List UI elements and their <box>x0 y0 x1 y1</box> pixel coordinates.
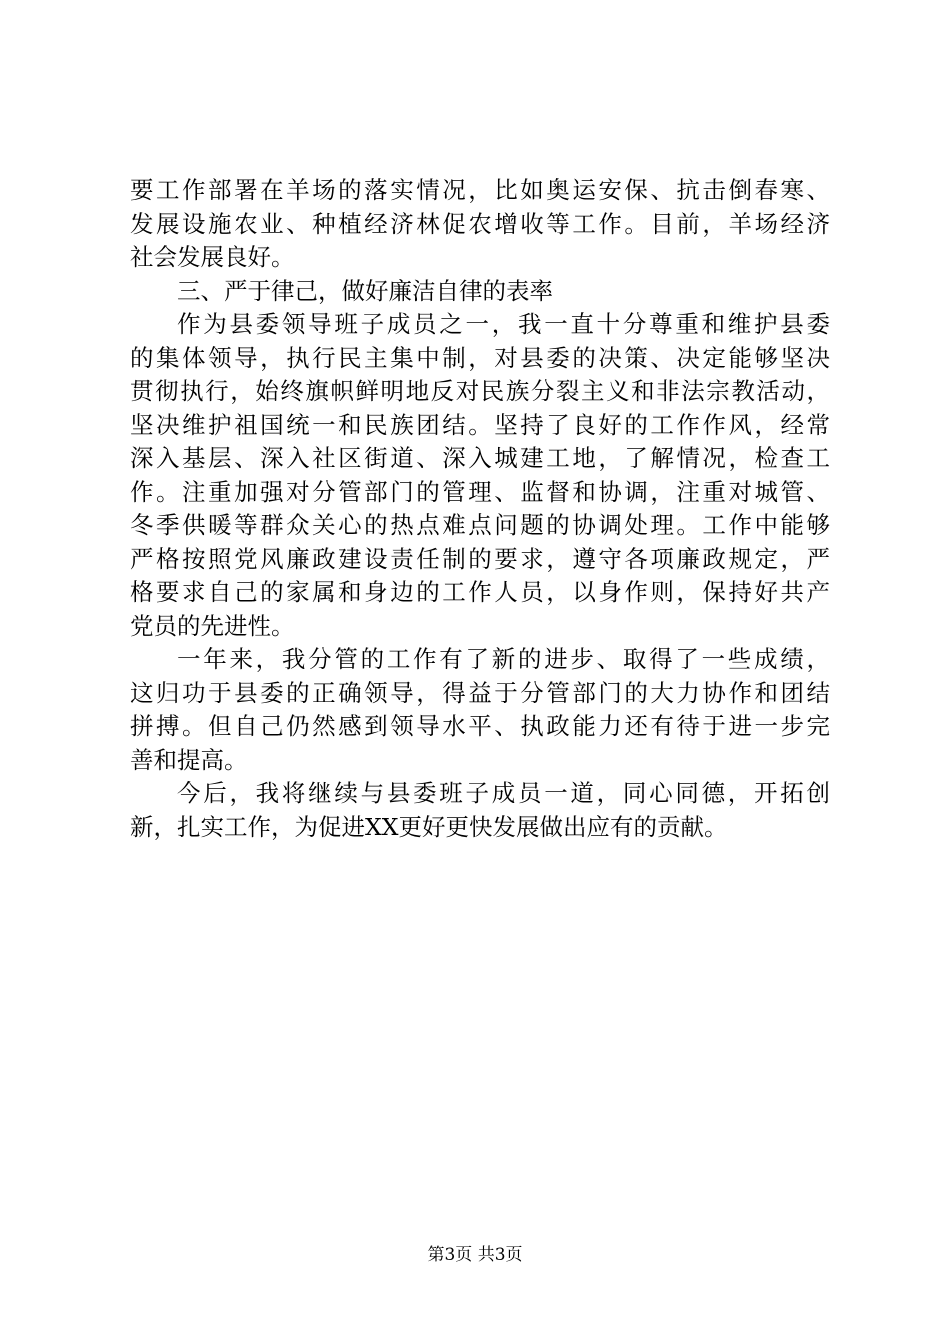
text-line: 格要求自己的家属和身边的工作人员，以身作则，保持好共产 <box>130 578 830 606</box>
text-line: 新，扎实工作，为促进XX更好更快发展做出应有的贡献。 <box>130 812 728 841</box>
page-number-footer: 第3页 共3页 <box>427 1245 523 1265</box>
text-line: 要工作部署在羊场的落实情况，比如奥运安保、抗击倒春寒、 <box>130 176 830 204</box>
text-line: 善和提高。 <box>130 745 248 774</box>
text-line: 贯彻执行，始终旗帜鲜明地反对民族分裂主义和非法宗教活动， <box>130 377 830 405</box>
text-line: 冬季供暖等群众关心的热点难点问题的协调处理。工作中能够 <box>130 511 830 539</box>
text-line: 作。注重加强对分管部门的管理、监督和协调，注重对城管、 <box>130 477 830 506</box>
text-line: 坚决维护祖国统一和民族团结。坚持了良好的工作作风，经常 <box>130 410 830 439</box>
text-line: 社会发展良好。 <box>130 243 295 271</box>
text-line: 拼搏。但自己仍然感到领导水平、执政能力还有待于进一步完 <box>130 712 830 740</box>
text-line: 今后，我将继续与县委班子成员一道，同心同德，开拓创 <box>177 779 830 807</box>
section-heading: 三、严于律己，做好廉洁自律的表率 <box>177 276 553 305</box>
text-line: 一年来，我分管的工作有了新的进步、取得了一些成绩， <box>177 645 830 673</box>
document-body <box>130 174 830 844</box>
text-line: 严格按照党风廉政建设责任制的要求，遵守各项廉政规定，严 <box>130 544 830 573</box>
text-line: 发展设施农业、种植经济林促农增收等工作。目前，羊场经济 <box>130 209 830 238</box>
text-line: 这归功于县委的正确领导，得益于分管部门的大力协作和团结 <box>130 678 830 707</box>
text-line: 的集体领导，执行民主集中制，对县委的决策、决定能够坚决 <box>130 343 830 372</box>
text-line: 作为县委领导班子成员之一，我一直十分尊重和维护县委 <box>177 310 830 338</box>
text-line: 党员的先进性。 <box>130 611 295 640</box>
text-line: 深入基层、深入社区街道、深入城建工地，了解情况，检查工 <box>130 444 830 472</box>
